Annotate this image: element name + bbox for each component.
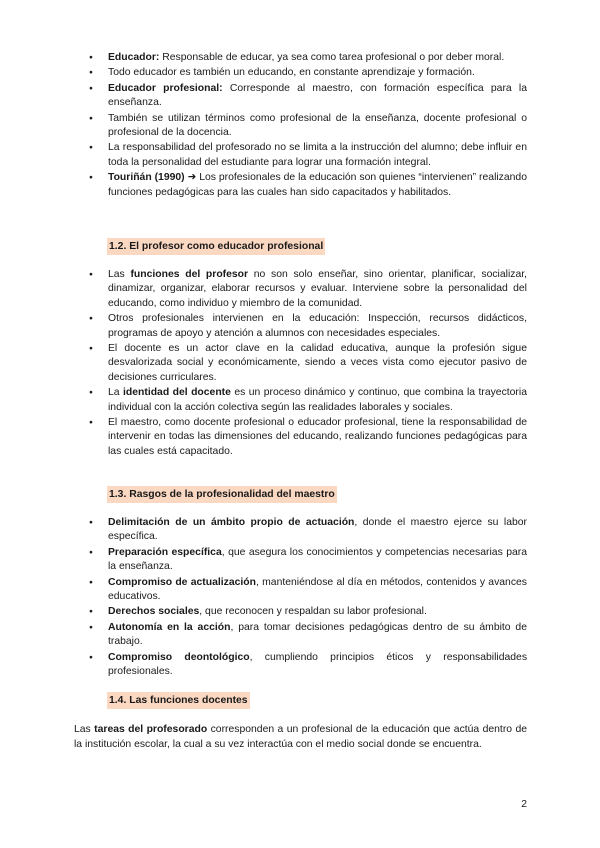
arrow-right-icon: ➜ [187,172,197,184]
list-item: ● La responsabilidad del profesorado no se limita a la instrucción del alumno; debe influir en toda la personalidad del estudiante para lograr una formación integral. [89,141,527,170]
section-1-2-bullet-list [89,268,527,460]
list-item: ● Derechos sociales, que reconocen y respaldan su labor profesional. [89,605,527,619]
list-item: ● Compromiso deontológico, cumpliendo principios éticos y responsabilidades profesionales. [89,651,527,680]
list-item: ● También se utilizan términos como profesional de la enseñanza, docente profesional o profesional de la docencia. [89,112,527,141]
list-item: ● Delimitación de un ámbito propio de actuación, donde el maestro ejerce su labor específica. [89,516,527,545]
section-1-4-paragraph: Las tareas del profesorado corresponden a un profesional de la educación que actúa dentro de la institución escolar, la cual a su vez interactúa con el medio social donde se encuentra. [74,724,528,751]
list-item: ● El docente es un actor clave en la calidad educativa, aunque la profesión sigue desvalorizada social y económicamente, siendo a veces vista como ejecutor pasivo de decisiones curriculares. [89,342,527,385]
list-item: ● Todo educador es también un educando, en constante aprendizaje y formación. [89,66,527,80]
section-1-3-bullet-list [89,516,527,680]
list-item: ● Educador profesional: Corresponde al maestro, con formación específica para la enseñanza. [89,82,527,111]
list-item: ● Compromiso de actualización, manteniéndose al día en métodos, contenidos y avances educativos. [89,576,527,605]
section-heading-1-2: 1.2. El profesor como educador profesional [107,238,325,255]
section-heading-1-3: 1.3. Rasgos de la profesionalidad del maestro [107,486,337,503]
page-number: 2 [521,799,527,810]
list-item: ● Autonomía en la acción, para tomar decisiones pedagógicas dentro de su ámbito de trabajo. [89,621,527,650]
list-item: ● La identidad del docente es un proceso dinámico y continuo, que combina la trayectoria individual con la acción colectiva según las realidades laborales y sociales. [89,386,527,415]
section-heading-1-4: 1.4. Las funciones docentes [107,692,250,709]
list-item: ● El maestro, como docente profesional o educador profesional, tiene la responsabilidad de intervenir en todas las dimensiones del educando, realizando funciones pedagógicas para las cuales está capacitado. [89,416,527,459]
intro-bullet-list [89,51,527,201]
list-item: ● Preparación específica, que asegura los conocimientos y competencias necesarias para la enseñanza. [89,546,527,575]
list-item: ● Otros profesionales intervienen en la educación: Inspección, recursos didácticos, programas de apoyo y atención a alumnos con necesidades especiales. [89,312,527,341]
list-item: ● Educador: Responsable de educar, ya sea como tarea profesional o por deber moral. [89,51,527,65]
list-item: ● Las funciones del profesor no son solo enseñar, sino orientar, planificar, socializar, dinamizar, organizar, elaborar recursos y evaluar. Interviene sobre la personalidad del educando, como individuo y miembro de la comunidad. [89,268,527,311]
list-item: ● Touriñán (1990) ➜ Los profesionales de la educación son quienes “intervienen” realizando funciones pedagógicas para las cuales han sido capacitados y habilitados. [89,171,527,200]
